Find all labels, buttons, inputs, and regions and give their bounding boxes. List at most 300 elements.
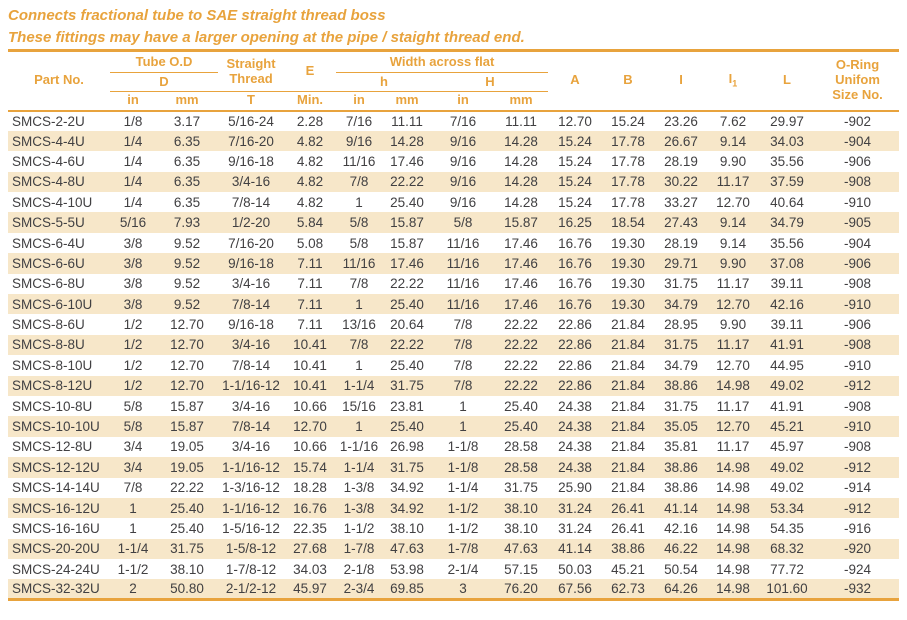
col-header-e: E [284,51,336,92]
value-cell: 39.11 [770,317,804,333]
value-cell: 7/8 [453,317,473,333]
value-cell: 1 [355,419,363,435]
value-cell: 17.46 [504,235,538,251]
value-cell: 38.86 [664,459,698,475]
value-cell: 22.22 [504,357,538,373]
part-no-cell: SMCS-6-10U [12,296,93,312]
value-cell: 5/8 [123,419,143,435]
value-cell: 101.60 [766,581,808,597]
value-cell: 53.34 [770,500,804,516]
value-cell: 12.70 [170,378,204,394]
value-cell: 9.90 [719,153,747,169]
value-cell: 17.78 [611,194,645,210]
value-cell: 47.63 [390,541,424,557]
value-cell: 15.24 [602,111,654,131]
value-cell: 50.80 [170,581,204,597]
part-no-cell: SMCS-4-8U [12,174,85,190]
value-cell: 35.05 [664,419,698,435]
value-cell: 2-1/8 [343,561,375,577]
value-cell: 9/16-18 [228,255,274,271]
table-row [8,498,899,518]
value-cell: 9.14 [719,133,747,149]
value-cell: 1/2 [123,317,143,333]
value-cell: 26.41 [611,521,645,536]
value-cell: 54.35 [770,521,804,536]
value-cell: 34.79 [770,215,804,231]
value-cell: 49.02 [770,378,804,394]
value-cell: -920 [843,541,872,557]
value-cell: 28.58 [504,439,538,455]
value-cell: 11/16 [446,296,480,312]
value-cell: 1/4 [123,133,143,149]
value-cell: 7/16 [432,111,494,131]
table-row [8,131,899,151]
value-cell: 21.84 [611,317,645,333]
value-cell: 9.90 [719,255,747,271]
value-cell: 12.70 [548,111,602,131]
value-cell: 35.56 [770,235,804,251]
value-cell: 15.87 [170,419,204,435]
value-cell: 7/8 [123,480,143,496]
value-cell: 21.84 [611,419,645,435]
table-row [8,416,899,436]
col-header-i1: $I_1$ [728,71,738,89]
part-no-cell: SMCS-6-4U [12,235,85,251]
value-cell: 11.17 [716,439,750,455]
value-cell: 7.11 [297,317,323,333]
value-cell: 57.15 [504,561,538,577]
value-cell: 69.85 [390,581,424,597]
value-cell: 1 [129,521,137,536]
value-cell: 25.90 [558,480,592,496]
value-cell: 14.28 [504,194,538,210]
value-cell: 38.86 [664,378,698,394]
part-no-cell: SMCS-6-6U [12,255,85,271]
value-cell: 12.70 [170,317,204,333]
value-cell: 25.40 [170,521,204,536]
value-cell: 17.78 [611,133,645,149]
value-cell: 26.67 [664,133,698,149]
value-cell: 4.82 [296,194,324,210]
value-cell: 1-1/2 [447,500,479,516]
value-cell: 31.75 [390,459,424,475]
value-cell: 14.28 [504,174,538,190]
value-cell: 41.14 [664,500,698,516]
value-cell: 26.41 [611,500,645,516]
value-cell: 11.17 [716,276,750,292]
part-no-cell: SMCS-8-8U [12,337,85,353]
part-no-cell: SMCS-6-8U [12,276,85,292]
value-cell: 3/8 [123,255,143,271]
value-cell: 1/2 [123,378,143,394]
table-row [8,437,899,457]
value-cell: 7/8 [349,337,369,353]
value-cell: 5/8 [453,215,473,231]
value-cell: 7.11 [297,276,323,292]
value-cell: 12.70 [293,419,327,435]
value-cell: 4.82 [296,174,324,190]
value-cell: 15.74 [293,459,327,475]
value-cell: 17.78 [611,174,645,190]
value-cell: 38.10 [504,500,538,516]
value-cell: -905 [843,215,872,231]
col-header-h-in: in [353,92,365,108]
value-cell: 9.52 [173,276,201,292]
value-cell: 2-1/4 [447,561,479,577]
value-cell: 53.98 [390,561,424,577]
table-row [8,396,899,416]
value-cell: 1 [459,419,467,435]
value-cell: 22.86 [558,378,592,394]
part-no-cell: SMCS-16-16U [12,521,100,536]
value-cell: 18.54 [611,215,645,231]
intro-line-1: Connects fractional tube to SAE straight thread boss [8,7,386,24]
value-cell: 7/8-14 [231,419,271,435]
col-header-oring-size: O-Ring Unifom Size No. [832,57,883,103]
value-cell: 1-3/8 [343,480,375,496]
value-cell: 25.40 [390,194,424,210]
value-cell: 31.75 [170,541,204,557]
value-cell: 1/2 [123,357,143,373]
value-cell: 1/2 [123,337,143,353]
value-cell: 1 [355,296,363,312]
value-cell: 22.22 [170,480,204,496]
value-cell: 42.16 [664,521,698,536]
value-cell: 9/16-18 [228,317,274,333]
value-cell: 1-1/2 [447,521,479,536]
value-cell: 14.98 [716,581,750,597]
table-row [8,457,899,477]
value-cell: 11/16 [446,255,480,271]
part-no-cell: SMCS-16-12U [12,500,100,516]
value-cell: 29.97 [758,111,816,131]
value-cell: -908 [843,439,872,455]
value-cell: 38.10 [504,521,538,536]
value-cell: 11/16 [342,153,376,169]
value-cell: 17.46 [504,276,538,292]
value-cell: 45.21 [611,561,645,577]
value-cell: 12.70 [716,296,750,312]
value-cell: -932 [843,581,872,597]
value-cell: 11.17 [716,398,750,414]
value-cell: 12.70 [716,194,750,210]
value-cell: 7.11 [297,296,323,312]
value-cell: 3/4-16 [231,398,271,414]
value-cell: 5.84 [296,215,324,231]
value-cell: 38.10 [170,561,204,577]
value-cell: 22.22 [504,317,538,333]
value-cell: 44.95 [770,357,804,373]
value-cell: 2.28 [284,111,336,131]
value-cell: 22.22 [390,174,424,190]
value-cell: 14.98 [716,541,750,557]
value-cell: 35.56 [770,153,804,169]
value-cell: 38.10 [390,521,424,536]
value-cell: 5/8 [349,215,369,231]
value-cell: 1 [355,194,363,210]
value-cell: 49.02 [770,459,804,475]
value-cell: 14.98 [716,500,750,516]
value-cell: 17.46 [390,255,424,271]
value-cell: 21.84 [611,357,645,373]
value-cell: 11/16 [446,276,480,292]
col-header-tube-od: Tube O.D [110,51,218,73]
value-cell: 12.70 [170,337,204,353]
value-cell: 9.14 [719,235,747,251]
value-cell: 1-5/16-12 [222,521,280,536]
col-header-i: I [679,72,683,88]
value-cell: 7/8 [349,276,369,292]
value-cell: 31.24 [558,500,592,516]
value-cell: 21.84 [611,439,645,455]
value-cell: 1/4 [123,194,143,210]
value-cell: -912 [843,378,872,394]
value-cell: 5/8 [349,235,369,251]
col-header-part-no: Part No. [34,72,84,88]
value-cell: 38.86 [611,541,645,557]
value-cell: 1-1/4 [343,378,375,394]
value-cell: 7/16-20 [228,235,274,251]
value-cell: 19.05 [170,439,204,455]
value-cell: 9/16 [345,133,373,149]
value-cell: 31.75 [390,378,424,394]
col-header-b: B [623,72,633,88]
value-cell: 9/16-18 [228,153,274,169]
table-row [8,478,899,498]
value-cell: 7/16-20 [228,133,274,149]
value-cell: 16.76 [558,296,592,312]
table-header [8,51,899,111]
value-cell: -910 [843,357,872,373]
value-cell: 3/4-16 [231,337,271,353]
value-cell: 1-7/8 [343,541,375,557]
value-cell: 10.41 [293,337,327,353]
value-cell: 24.38 [558,439,592,455]
value-cell: 1-1/8 [447,459,479,475]
value-cell: 17.46 [504,255,538,271]
table-row [8,518,899,538]
table-row [8,376,899,396]
value-cell: 16.76 [558,276,592,292]
value-cell: 16.76 [293,500,327,516]
value-cell: -904 [843,133,872,149]
value-cell: 24.38 [558,419,592,435]
value-cell: 42.16 [770,296,804,312]
value-cell: 21.84 [611,378,645,394]
value-cell: 1 [129,500,137,516]
value-cell: 62.73 [611,581,645,597]
value-cell: 1/4 [123,174,143,190]
value-cell: 22.22 [504,378,538,394]
value-cell: 13/16 [342,317,376,333]
value-cell: -924 [843,561,872,577]
value-cell: 12.70 [716,419,750,435]
table-row [8,212,899,232]
value-cell: 22.22 [390,276,424,292]
part-no-cell: SMCS-4-10U [12,194,93,210]
value-cell: 34.79 [664,296,698,312]
table-body [8,111,899,600]
value-cell: 31.75 [664,398,698,414]
value-cell: 25.40 [390,296,424,312]
part-no-cell: SMCS-14-14U [12,480,100,496]
value-cell: 2 [129,581,137,597]
table-row [8,192,899,212]
value-cell: 19.30 [611,255,645,271]
value-cell: 22.35 [293,521,327,536]
value-cell: 15.87 [390,235,424,251]
value-cell: 50.54 [664,561,698,577]
value-cell: 14.28 [504,153,538,169]
col-header-l: L [783,72,791,88]
value-cell: 9/16 [449,153,477,169]
value-cell: 50.03 [558,561,592,577]
value-cell: 1-3/16-12 [222,480,280,496]
value-cell: 37.08 [770,255,804,271]
value-cell: 12.70 [170,357,204,373]
value-cell: 1-1/16 [339,439,379,455]
value-cell: 28.19 [664,235,698,251]
value-cell: 6.35 [173,194,201,210]
fittings-spec-table [8,49,899,601]
value-cell: 7/8-14 [231,357,271,373]
table-row [8,294,899,314]
value-cell: -912 [843,500,872,516]
value-cell: 1-1/2 [117,561,149,577]
value-cell: 28.19 [664,153,698,169]
value-cell: -902 [816,111,899,131]
value-cell: 77.72 [770,561,804,577]
value-cell: 64.26 [664,581,698,597]
value-cell: 27.68 [293,541,327,557]
col-header-min: Min. [297,92,323,108]
value-cell: 39.11 [770,276,804,292]
value-cell: -910 [843,194,872,210]
table-row [8,111,899,131]
value-cell: 24.38 [558,398,592,414]
value-cell: 7.93 [173,215,201,231]
col-header-h-small: h [336,73,432,92]
value-cell: 15/16 [342,398,376,414]
value-cell: 1-1/4 [447,480,479,496]
value-cell: -908 [843,337,872,353]
value-cell: 1-7/8-12 [225,561,277,577]
value-cell: 37.59 [770,174,804,190]
value-cell: 15.24 [558,174,592,190]
part-no-cell: SMCS-10-10U [12,419,100,435]
value-cell: 22.22 [390,337,424,353]
value-cell: 14.98 [716,561,750,577]
value-cell: 12.70 [716,357,750,373]
value-cell: 15.24 [558,133,592,149]
value-cell: 16.25 [558,215,592,231]
value-cell: 11.17 [716,174,750,190]
col-header-straight-thread: Straight Thread [218,51,284,92]
value-cell: 14.28 [504,133,538,149]
value-cell: 19.30 [611,276,645,292]
value-cell: 7/8 [453,378,473,394]
part-no-cell: SMCS-24-24U [12,561,100,577]
table-row [8,253,899,273]
value-cell: 1-1/8 [447,439,479,455]
value-cell: 45.21 [770,419,804,435]
value-cell: 1/4 [123,153,143,169]
value-cell: 7.62 [708,111,758,131]
value-cell: 9/16 [449,174,477,190]
value-cell: 9.52 [173,296,201,312]
value-cell: 7.11 [297,255,323,271]
value-cell: 18.28 [293,480,327,496]
value-cell: 1-1/4 [117,541,149,557]
value-cell: 7/8 [349,174,369,190]
value-cell: 1-1/2 [343,521,375,536]
value-cell: 21.84 [611,398,645,414]
value-cell: 5.08 [296,235,324,251]
value-cell: 34.92 [390,500,424,516]
value-cell: 10.66 [293,398,327,414]
part-no-cell: SMCS-8-6U [12,317,85,333]
table-row [8,539,899,559]
value-cell: 34.03 [770,133,804,149]
value-cell: 28.95 [664,317,698,333]
value-cell: 9/16 [449,133,477,149]
value-cell: 25.40 [170,500,204,516]
value-cell: 9.90 [719,317,747,333]
part-no-cell: SMCS-2-2U [8,111,110,131]
value-cell: 45.97 [770,439,804,455]
value-cell: -908 [843,276,872,292]
value-cell: 41.91 [770,337,804,353]
value-cell: 25.40 [390,357,424,373]
value-cell: 4.82 [296,133,324,149]
col-header-d-in: in [127,92,139,108]
value-cell: 15.87 [170,398,204,414]
value-cell: 5/16-24 [218,111,284,131]
value-cell: 9.14 [719,215,747,231]
col-header-h-mm: mm [395,92,419,108]
table-row [8,355,899,375]
value-cell: 31.75 [664,276,698,292]
value-cell: 16.76 [558,235,592,251]
value-cell: 6.35 [173,133,201,149]
value-cell: 9.52 [173,255,201,271]
value-cell: -904 [843,235,872,251]
value-cell: 2-3/4 [343,581,375,597]
col-header-h-cap: H [432,73,548,92]
value-cell: 76.20 [504,581,538,597]
value-cell: 22.86 [558,317,592,333]
table-row [8,172,899,192]
value-cell: 11.11 [494,111,548,131]
part-no-cell: SMCS-8-12U [12,378,93,394]
value-cell: -906 [843,153,872,169]
value-cell: 28.58 [504,459,538,475]
value-cell: 14.98 [716,521,750,536]
value-cell: -910 [843,419,872,435]
value-cell: 47.63 [504,541,538,557]
value-cell: 24.38 [558,459,592,475]
value-cell: 7/8-14 [231,194,271,210]
part-no-cell: SMCS-20-20U [12,541,100,557]
value-cell: 10.66 [293,439,327,455]
value-cell: 1-1/16-12 [222,378,280,394]
value-cell: 22.86 [558,337,592,353]
value-cell: 1-5/8-12 [225,541,277,557]
value-cell: 23.81 [390,398,424,414]
value-cell: 11.17 [716,337,750,353]
value-cell: 14.98 [716,480,750,496]
value-cell: 9/16 [449,194,477,210]
